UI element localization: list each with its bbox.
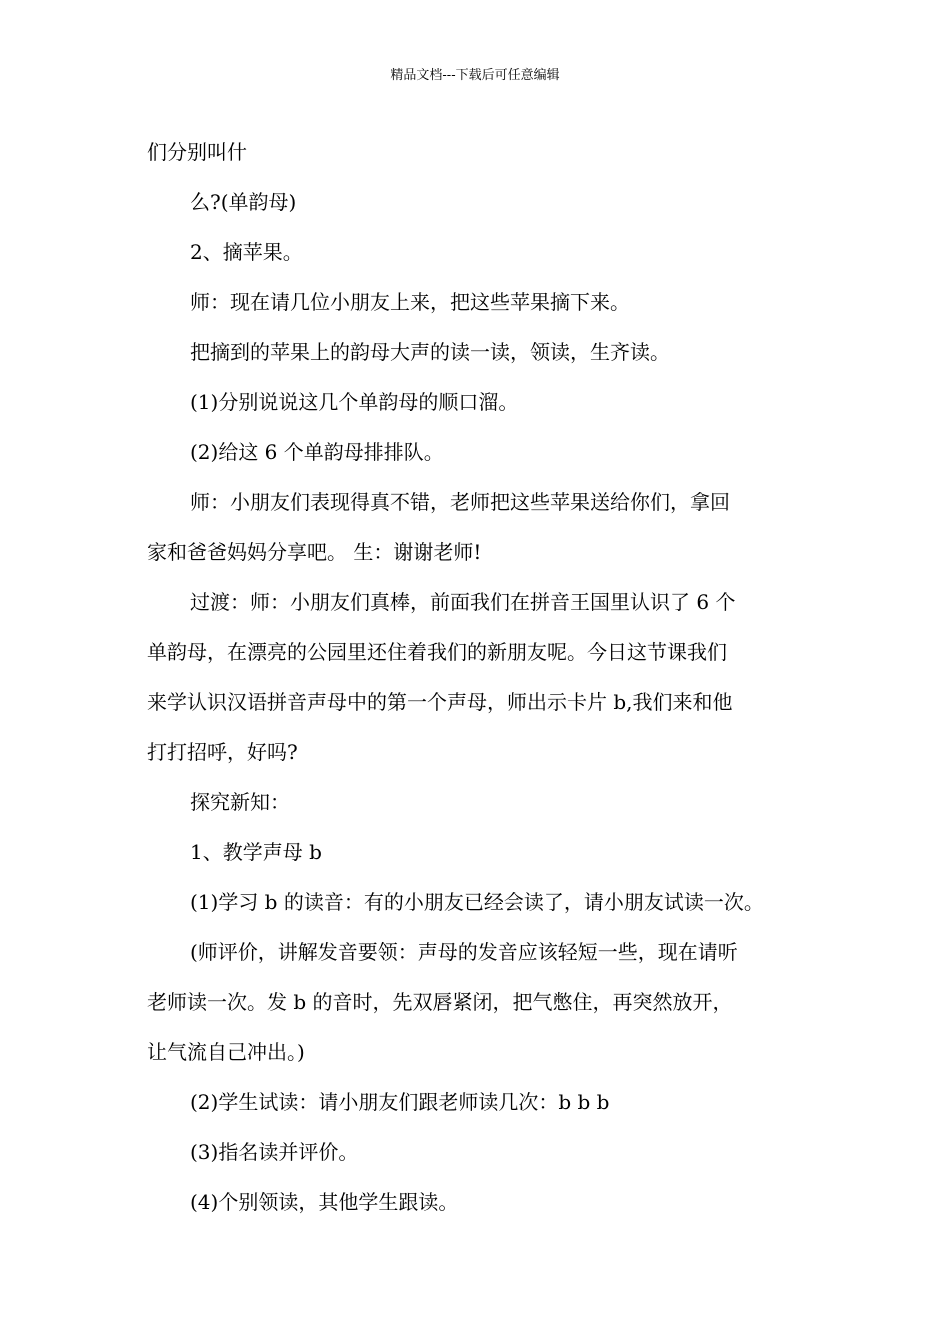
text-line-2: 么?(单韵母)	[190, 190, 297, 214]
text-line-18: 老师读一次。发 b 的音时，先双唇紧闭，把气憋住，再突然放开，	[147, 990, 733, 1014]
text-line-5: 把摘到的苹果上的韵母大声的读一读，领读，生齐读。	[190, 340, 670, 364]
text-line-22: (4)个别领读，其他学生跟读。	[190, 1190, 459, 1214]
text-line-17: (师评价，讲解发音要领：声母的发音应该轻短一些，现在请听	[190, 940, 738, 964]
text-line-19: 让气流自己冲出。)	[147, 1040, 305, 1064]
text-line-21: (3)指名读并评价。	[190, 1140, 359, 1164]
text-line-4: 师：现在请几位小朋友上来，把这些苹果摘下来。	[190, 290, 630, 314]
text-line-12: 来学认识汉语拼音声母中的第一个声母，师出示卡片 b,我们来和他	[147, 690, 733, 714]
text-line-20: (2)学生试读：请小朋友们跟老师读几次：b b b	[190, 1090, 610, 1114]
text-line-7: (2)给这 6 个单韵母排排队。	[190, 440, 444, 464]
text-line-16: (1)学习 b 的读音：有的小朋友已经会读了，请小朋友试读一次。	[190, 890, 764, 914]
text-line-14: 探究新知：	[190, 790, 290, 814]
text-line-10: 过渡：师：小朋友们真棒，前面我们在拼音王国里认识了 6 个	[190, 590, 736, 614]
text-line-15: 1、教学声母 b	[190, 840, 322, 864]
page-header: 精品文档---下载后可任意编辑	[390, 68, 560, 83]
text-line-8: 师：小朋友们表现得真不错，老师把这些苹果送给你们，拿回	[190, 490, 730, 514]
text-line-9: 家和爸爸妈妈分享吧。 生：谢谢老师!	[147, 540, 482, 564]
text-line-13: 打打招呼，好吗?	[147, 740, 298, 764]
text-line-3: 2、摘苹果。	[190, 240, 303, 264]
text-line-6: (1)分别说说这几个单韵母的顺口溜。	[190, 390, 519, 414]
text-line-1: 们分别叫什	[147, 140, 247, 164]
text-line-11: 单韵母，在漂亮的公园里还住着我们的新朋友呢。今日这节课我们	[147, 640, 727, 664]
